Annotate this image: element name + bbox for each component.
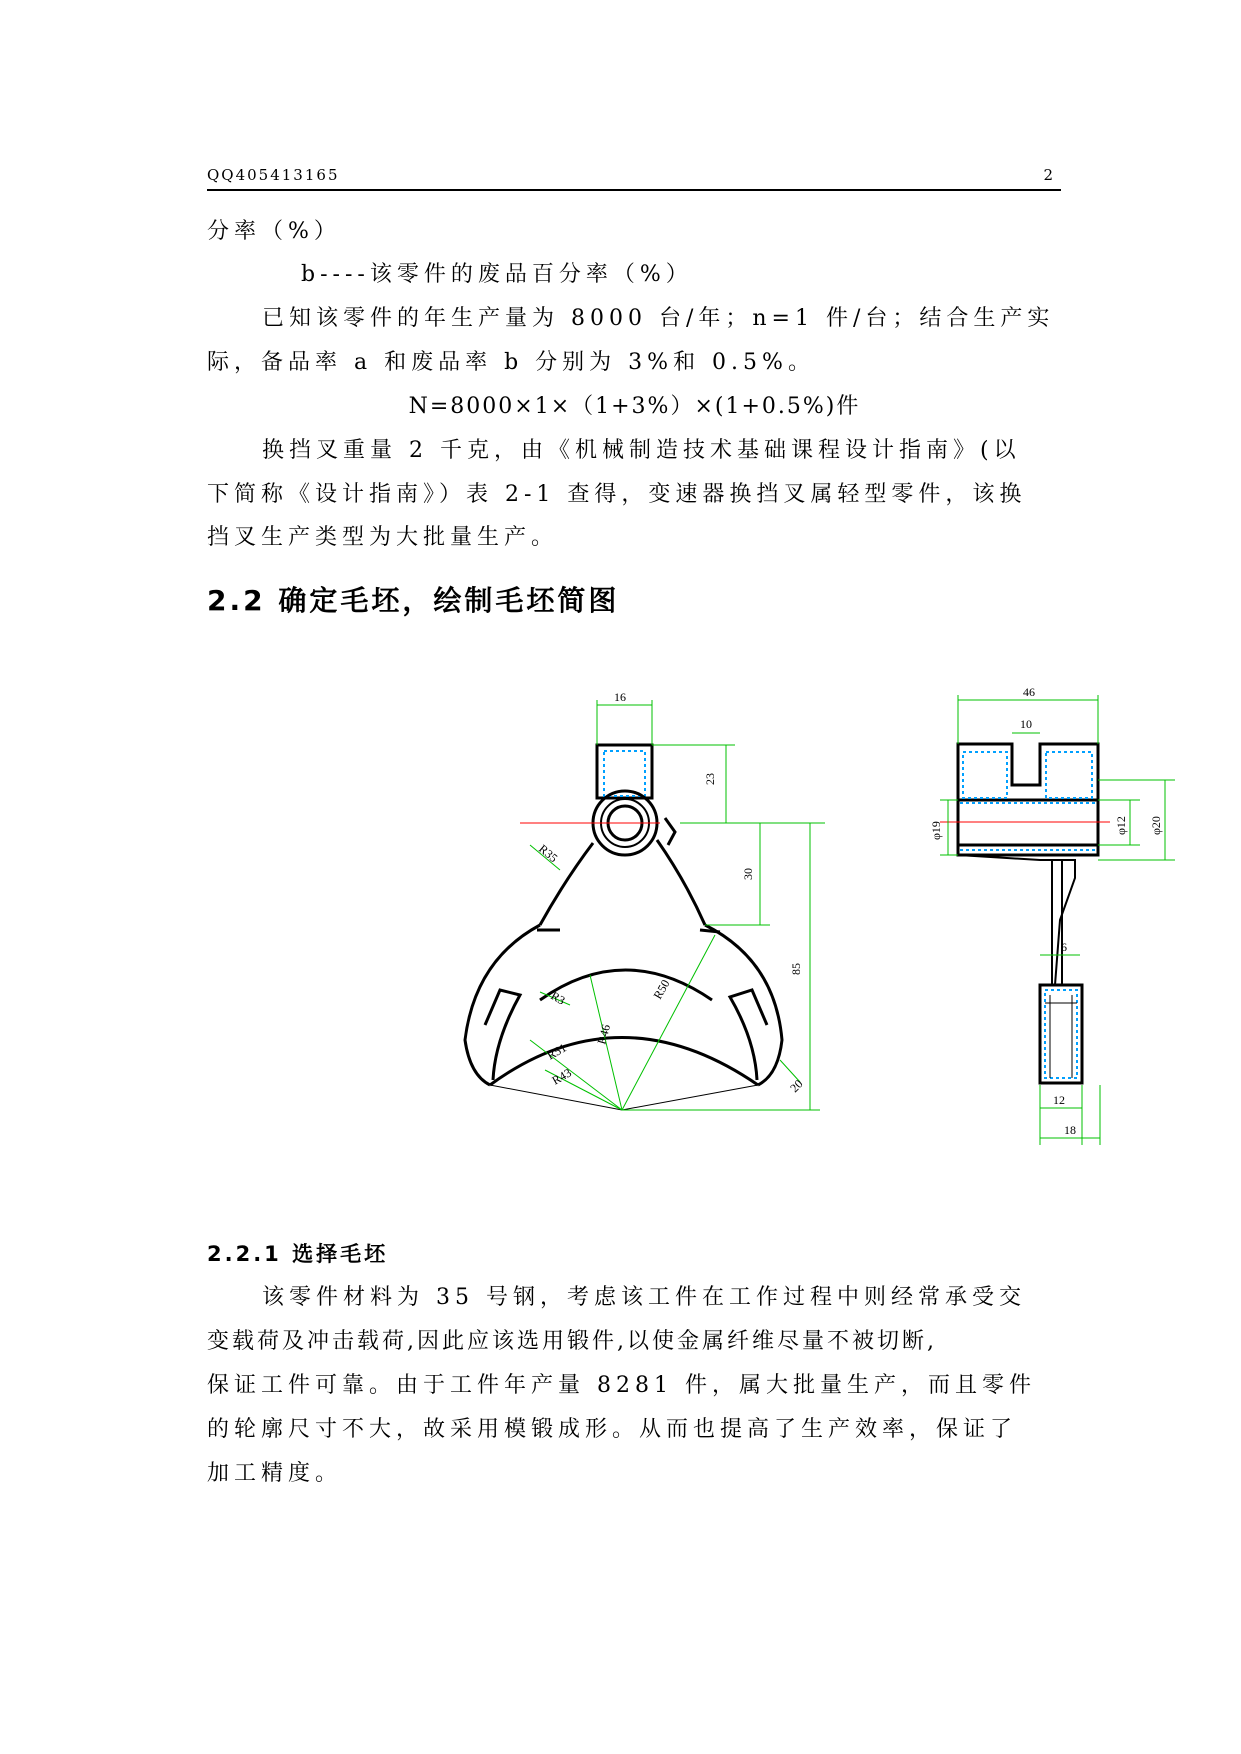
- paragraph-line: 换挡叉重量 2 千克，由《机械制造技术基础课程设计指南》(以: [262, 438, 1021, 463]
- dim-10: 10: [1020, 717, 1032, 731]
- dim-r46: R46: [594, 1022, 614, 1046]
- paragraph-line: 挡叉生产类型为大批量生产。: [207, 525, 559, 550]
- front-top-block: [597, 745, 652, 798]
- paragraph-line: 际，备品率 a 和废品率 b 分别为 3%和 0.5%。: [207, 350, 815, 375]
- formula: N=8000×1×（1+3%）×(1+0.5%)件: [408, 394, 861, 419]
- dim-12: 12: [1053, 1093, 1065, 1107]
- paragraph-line: 已知该零件的年生产量为 8000 台/年；n=1 件/台；结合生产实: [262, 306, 1055, 331]
- front-dimensions: [530, 700, 825, 1110]
- dim-85: 85: [789, 963, 803, 975]
- side-top-block: [958, 744, 1098, 855]
- dim-18: 18: [1064, 1123, 1076, 1137]
- paragraph-line: b----该零件的废品百分率（%）: [301, 262, 693, 287]
- side-dimensions: [940, 695, 1175, 1145]
- paragraph-line: 变载荷及冲击载荷,因此应该选用锻件,以使金属纤维尽量不被切断,: [207, 1329, 937, 1354]
- header-rule: [207, 189, 1061, 191]
- dim-r3: R3: [548, 988, 568, 1008]
- dim-r50: R50: [650, 977, 673, 1002]
- side-bottom-block: [1040, 985, 1082, 1083]
- dim-20: 20: [787, 1076, 806, 1096]
- dim-phi19: φ19: [929, 821, 943, 840]
- header-contact: QQ405413165: [207, 166, 340, 184]
- dim-46: 46: [1023, 685, 1035, 699]
- dim-6: 6: [1061, 940, 1067, 954]
- paragraph-line: 下简称《设计指南》）表 2-1 查得，变速器换挡叉属轻型零件，该换: [207, 482, 1027, 507]
- dim-r35: R35: [536, 841, 561, 866]
- paragraph-line: 该零件材料为 35 号钢，考虑该工件在工作过程中则经常承受交: [262, 1285, 1026, 1310]
- hub-outer-circle: [593, 791, 657, 855]
- side-view: [958, 744, 1098, 1083]
- paragraph-line: 的轮廓尺寸不大，故采用模锻成形。从而也提高了生产效率，保证了: [207, 1417, 1018, 1442]
- dim-phi12: φ12: [1114, 816, 1128, 835]
- subsection-heading: 2.2.1 选择毛坯: [207, 1242, 389, 1266]
- dim-30: 30: [741, 868, 755, 880]
- dim-r51: R51: [544, 1040, 569, 1063]
- page-header: [207, 166, 1061, 190]
- page-number: 2: [1043, 166, 1053, 184]
- paragraph-line: 保证工件可靠。由于工件年产量 8281 件，属大批量生产，而且零件: [207, 1373, 1036, 1398]
- dim-r43: R43: [549, 1065, 574, 1088]
- section-heading: 2.2 确定毛坯，绘制毛坯简图: [207, 584, 620, 617]
- front-view: [465, 745, 782, 1110]
- dim-16: 16: [614, 690, 626, 704]
- paragraph-line: 加工精度。: [207, 1461, 343, 1486]
- dim-23: 23: [703, 773, 717, 785]
- dim-phi20: φ20: [1149, 816, 1163, 835]
- paragraph-line: 分率（%）: [207, 219, 341, 244]
